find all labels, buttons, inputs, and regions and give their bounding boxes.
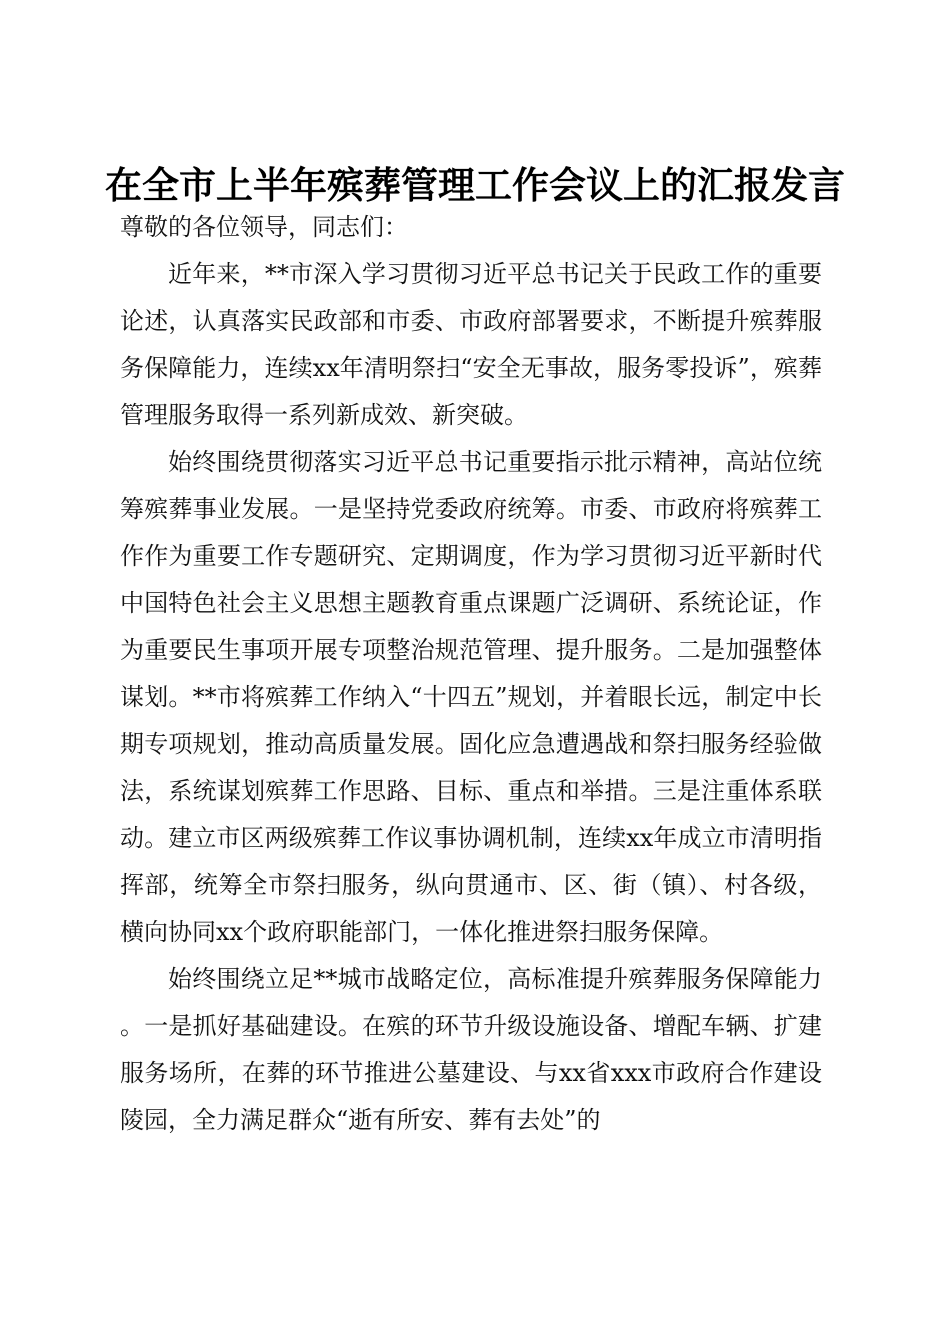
page-title: 在全市上半年殡葬管理工作会议上的汇报发言 xyxy=(105,162,845,207)
paragraph-1: 近年来，**市深入学习贯彻习近平总书记关于民政工作的重要论述，认真落实民政部和市委、市政府部署要求，不断提升殡葬服务保障能力，连续xx年清明祭扫“安全无事故，服务零投诉”，殡葬管理服务取得一系列新成效、新突破。 xyxy=(120,260,822,429)
document-body xyxy=(120,204,822,1144)
paragraph-2: 始终围绕贯彻落实习近平总书记重要指示批示精神，高站位统筹殡葬事业发展。一是坚持党委政府统筹。市委、市政府将殡葬工作作为重要工作专题研究、定期调度，作为学习贯彻习近平新时代中国特色社会主义思想主题教育重点课题广泛调研、系统论证，作为重要民生事项开展专项整治规范管理、提升服务。二是加强整体谋划。**市将殡葬工作纳入“十四五”规划，并着眼长远，制定中长期专项规划，推动高质量发展。固化应急遭遇战和祭扫服务经验做法，系统谋划殡葬工作思路、目标、重点和举措。三是注重体系联动。建立市区两级殡葬工作议事协调机制，连续xx年成立市清明指挥部，统筹全市祭扫服务，纵向贯通市、区、街（镇）、村各级，横向协同xx个政府职能部门，一体化推进祭扫服务保障。 xyxy=(120,448,822,946)
salutation: 尊敬的各位领导，同志们： xyxy=(120,213,408,241)
paragraph-3: 始终围绕立足**城市战略定位，高标准提升殡葬服务保障能力。一是抓好基础建设。在殡的环节升级设施设备、增配车辆、扩建服务场所，在葬的环节推进公墓建设、与xx省xxx市政府合作建设陵园，全力满足群众“逝有所安、葬有去处”的 xyxy=(120,965,822,1134)
